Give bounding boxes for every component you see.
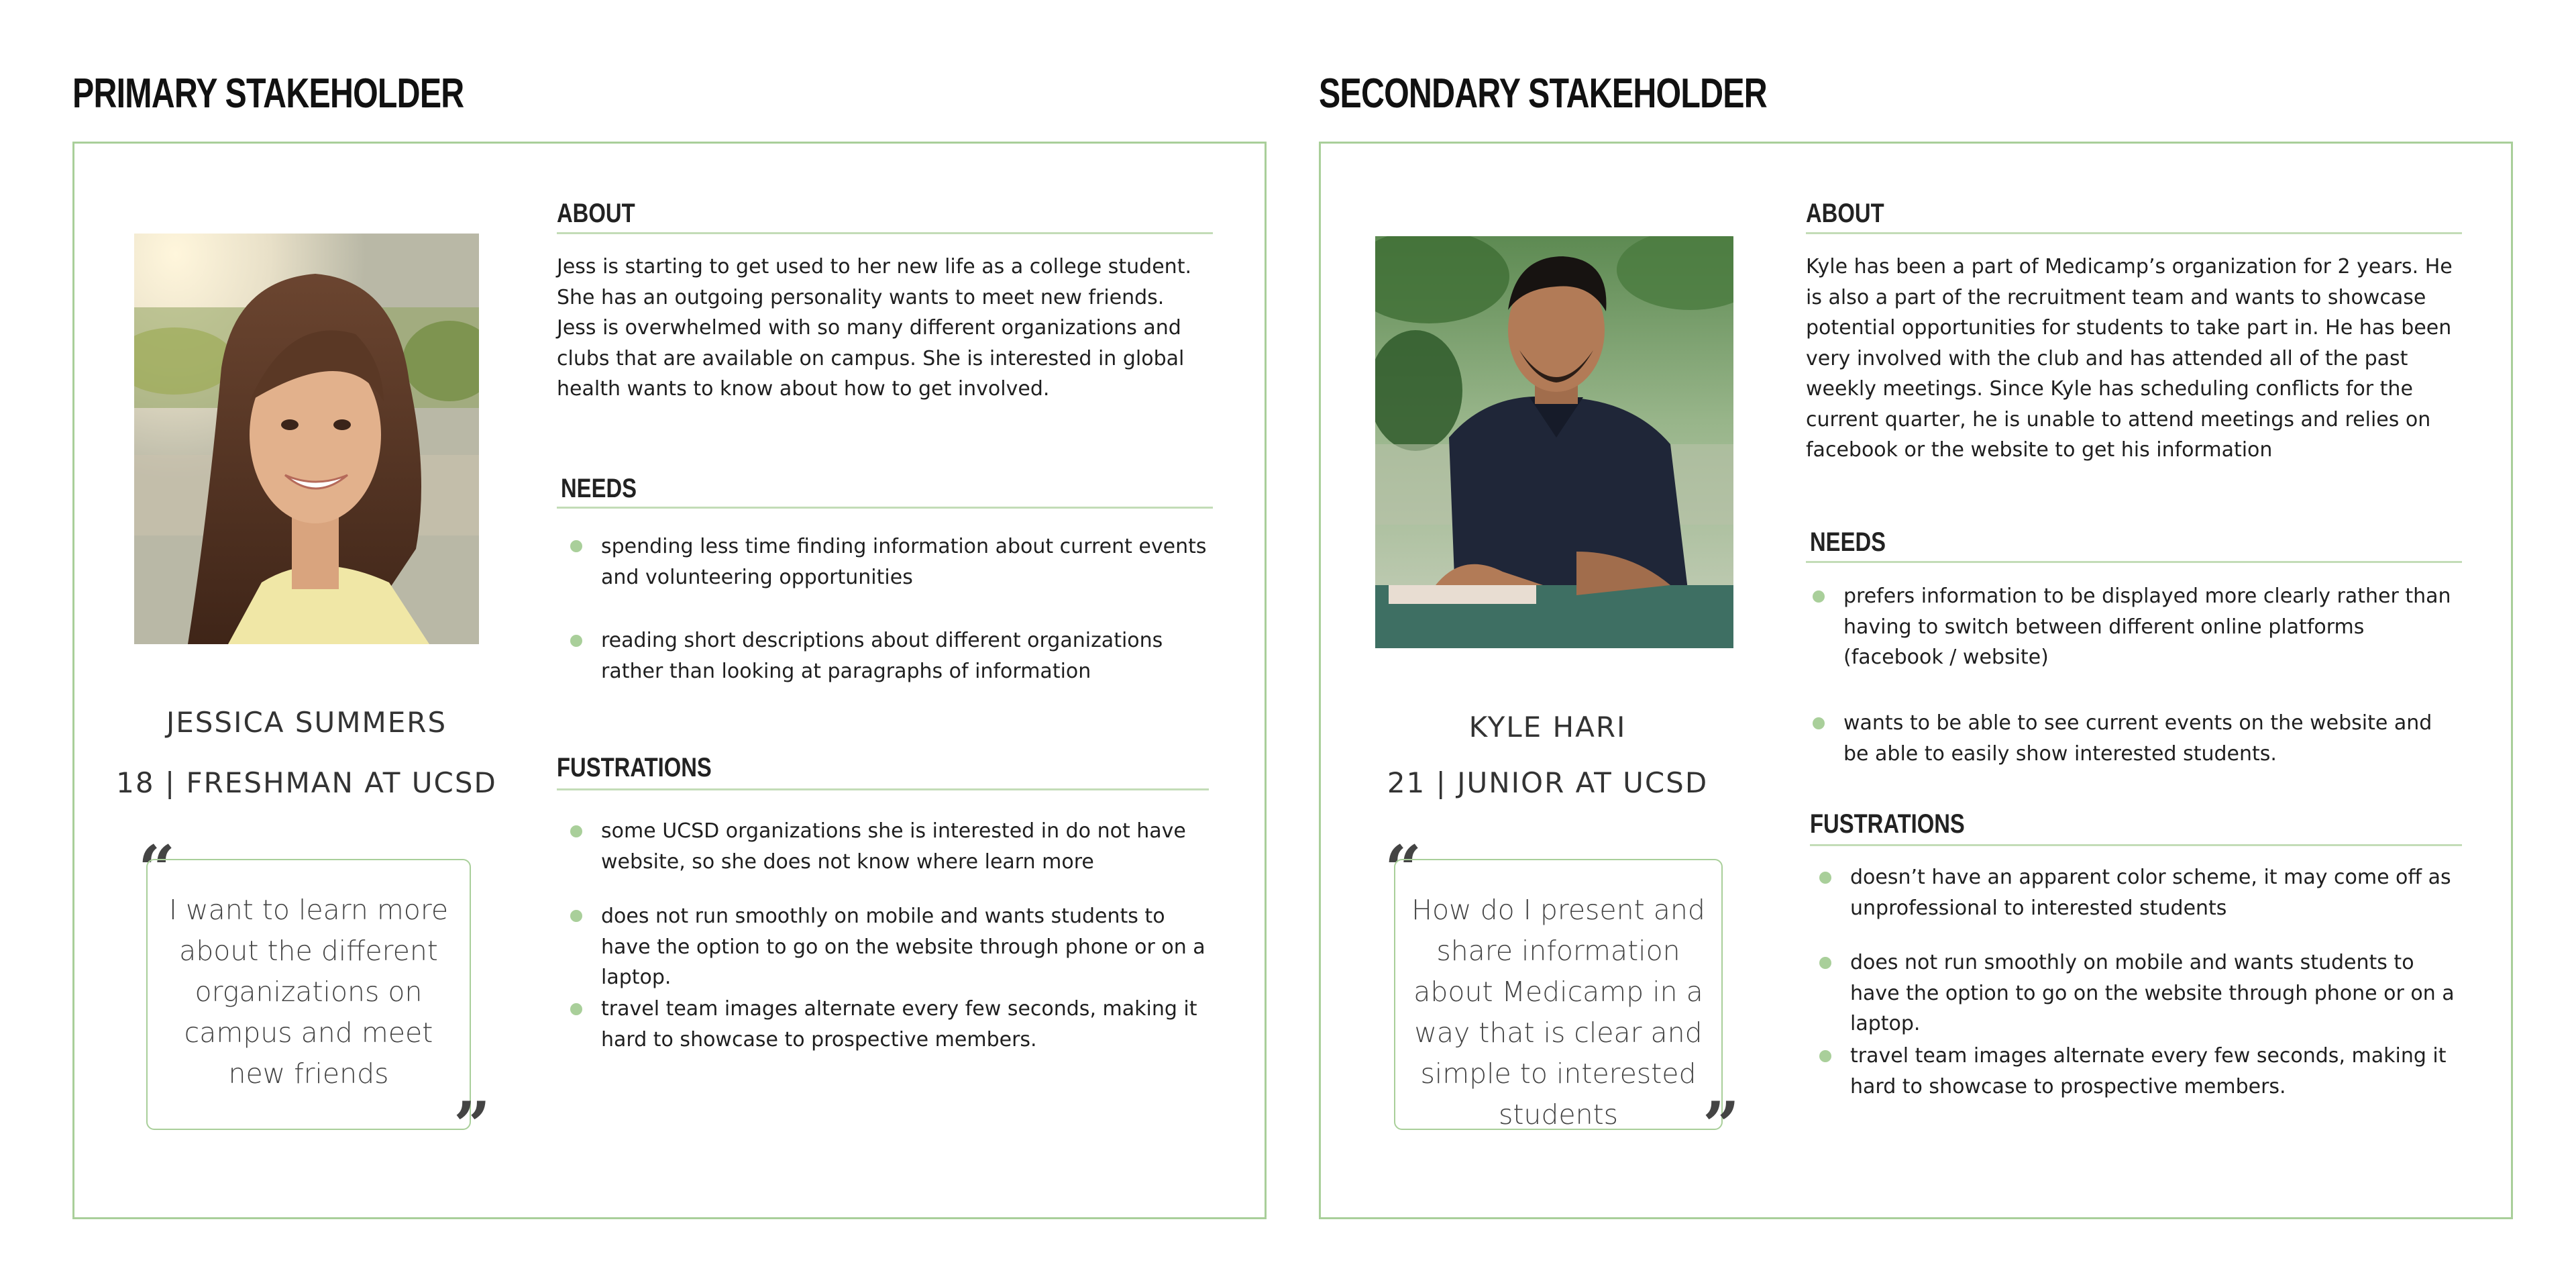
- secondary-need-2: wants to be able to see current events on the website and be able to easily show interested students.: [1843, 711, 2432, 766]
- primary-photo: [134, 234, 479, 644]
- secondary-frustration-2: does not run smoothly on mobile and wants students to have the option to go on the website through phone or on a laptop.: [1850, 951, 2455, 1035]
- secondary-frustrations-rule: [1810, 844, 2462, 846]
- primary-meta: 18 | FRESHMAN AT UCSD: [116, 766, 497, 799]
- secondary-frustration-3-bullet-icon: [1819, 1050, 1831, 1062]
- secondary-needs-rule: [1806, 561, 2462, 563]
- secondary-needs-title: NEEDS: [1810, 527, 1886, 557]
- secondary-name: KYLE HARI: [1468, 711, 1627, 743]
- primary-needs-title: NEEDS: [561, 474, 637, 503]
- secondary-about-rule: [1806, 232, 2462, 234]
- secondary-about-text: Kyle has been a part of Medicamp’s organization for 2 years. He is also a part of the recruitment team and wants to showcase potential opportunities for students to take part in. He has been very involved with the club and has attended all of the past weekly meetings. Since Kyle has scheduling conflicts for the current quarter, he is unable to attend meetings and relies on facebook or the website to get his information: [1806, 255, 2453, 462]
- primary-about-rule: [557, 232, 1213, 234]
- primary-frustration-2-bullet-icon: [570, 910, 582, 922]
- primary-quote-box: [146, 859, 471, 1130]
- primary-frustration-3-bullet-icon: [570, 1003, 582, 1015]
- primary-about-title: ABOUT: [557, 199, 635, 228]
- secondary-photo: [1375, 236, 1733, 648]
- primary-need-1: spending less time finding information about current events and volunteering opportunities: [601, 535, 1207, 589]
- secondary-frustration-1-bullet-icon: [1819, 872, 1831, 884]
- primary-need-1-bullet-icon: [570, 540, 582, 552]
- primary-frustration-1-bullet-icon: [570, 825, 582, 837]
- secondary-frustration-1: doesn’t have an apparent color scheme, it may come off as unprofessional to interested students: [1850, 866, 2451, 920]
- secondary-frustrations-title: FUSTRATIONS: [1810, 809, 1965, 839]
- secondary-about-title: ABOUT: [1806, 199, 1884, 228]
- primary-name: JESSICA SUMMERS: [166, 706, 447, 739]
- primary-need-2-bullet-icon: [570, 635, 582, 647]
- primary-frustrations-title: FUSTRATIONS: [557, 753, 712, 782]
- primary-frustration-2: does not run smoothly on mobile and wants students to have the option to go on the website through phone or on a laptop.: [601, 905, 1205, 989]
- close-quote-icon: ”: [1703, 1088, 1740, 1164]
- open-quote-icon: “: [1385, 831, 1422, 907]
- open-quote-icon: “: [138, 831, 176, 907]
- primary-need-2: reading short descriptions about different organizations rather than looking at paragraphs of information: [601, 629, 1163, 683]
- secondary-need-1-bullet-icon: [1813, 590, 1825, 603]
- secondary-need-1: prefers information to be displayed more clearly rather than having to switch between different online platforms (facebook / website): [1843, 584, 2451, 669]
- secondary-frustration-2-bullet-icon: [1819, 957, 1831, 969]
- secondary-need-2-bullet-icon: [1813, 717, 1825, 729]
- secondary-heading: SECONDARY STAKEHOLDER: [1319, 70, 1767, 117]
- primary-quote: I want to learn more about the different organizations on campus and meet new friends: [168, 894, 449, 1090]
- primary-frustration-1: some UCSD organizations she is interested in do not have website, so she does not know where learn more: [601, 819, 1186, 874]
- primary-about-text: Jess is starting to get used to her new life as a college student. She has an outgoing personality wants to meet new friends. Jess is overwhelmed with so many different organizations and clubs that are available on campus. She is interested in global health wants to know about how to get involved.: [557, 255, 1191, 401]
- primary-frustration-3: travel team images alternate every few seconds, making it hard to showcase to prospective members.: [601, 997, 1197, 1051]
- primary-heading: PRIMARY STAKEHOLDER: [72, 70, 464, 117]
- close-quote-icon: ”: [453, 1088, 491, 1164]
- primary-needs-rule: [557, 507, 1213, 509]
- secondary-quote: How do I present and share information about Medicamp in a way that is clear and simple to interested students: [1411, 894, 1705, 1131]
- secondary-quote-box: [1394, 859, 1723, 1130]
- secondary-frustration-3: travel team images alternate every few seconds, making it hard to showcase to prospective members.: [1850, 1044, 2447, 1098]
- secondary-meta: 21 | JUNIOR AT UCSD: [1387, 766, 1709, 799]
- primary-frustrations-rule: [557, 788, 1209, 790]
